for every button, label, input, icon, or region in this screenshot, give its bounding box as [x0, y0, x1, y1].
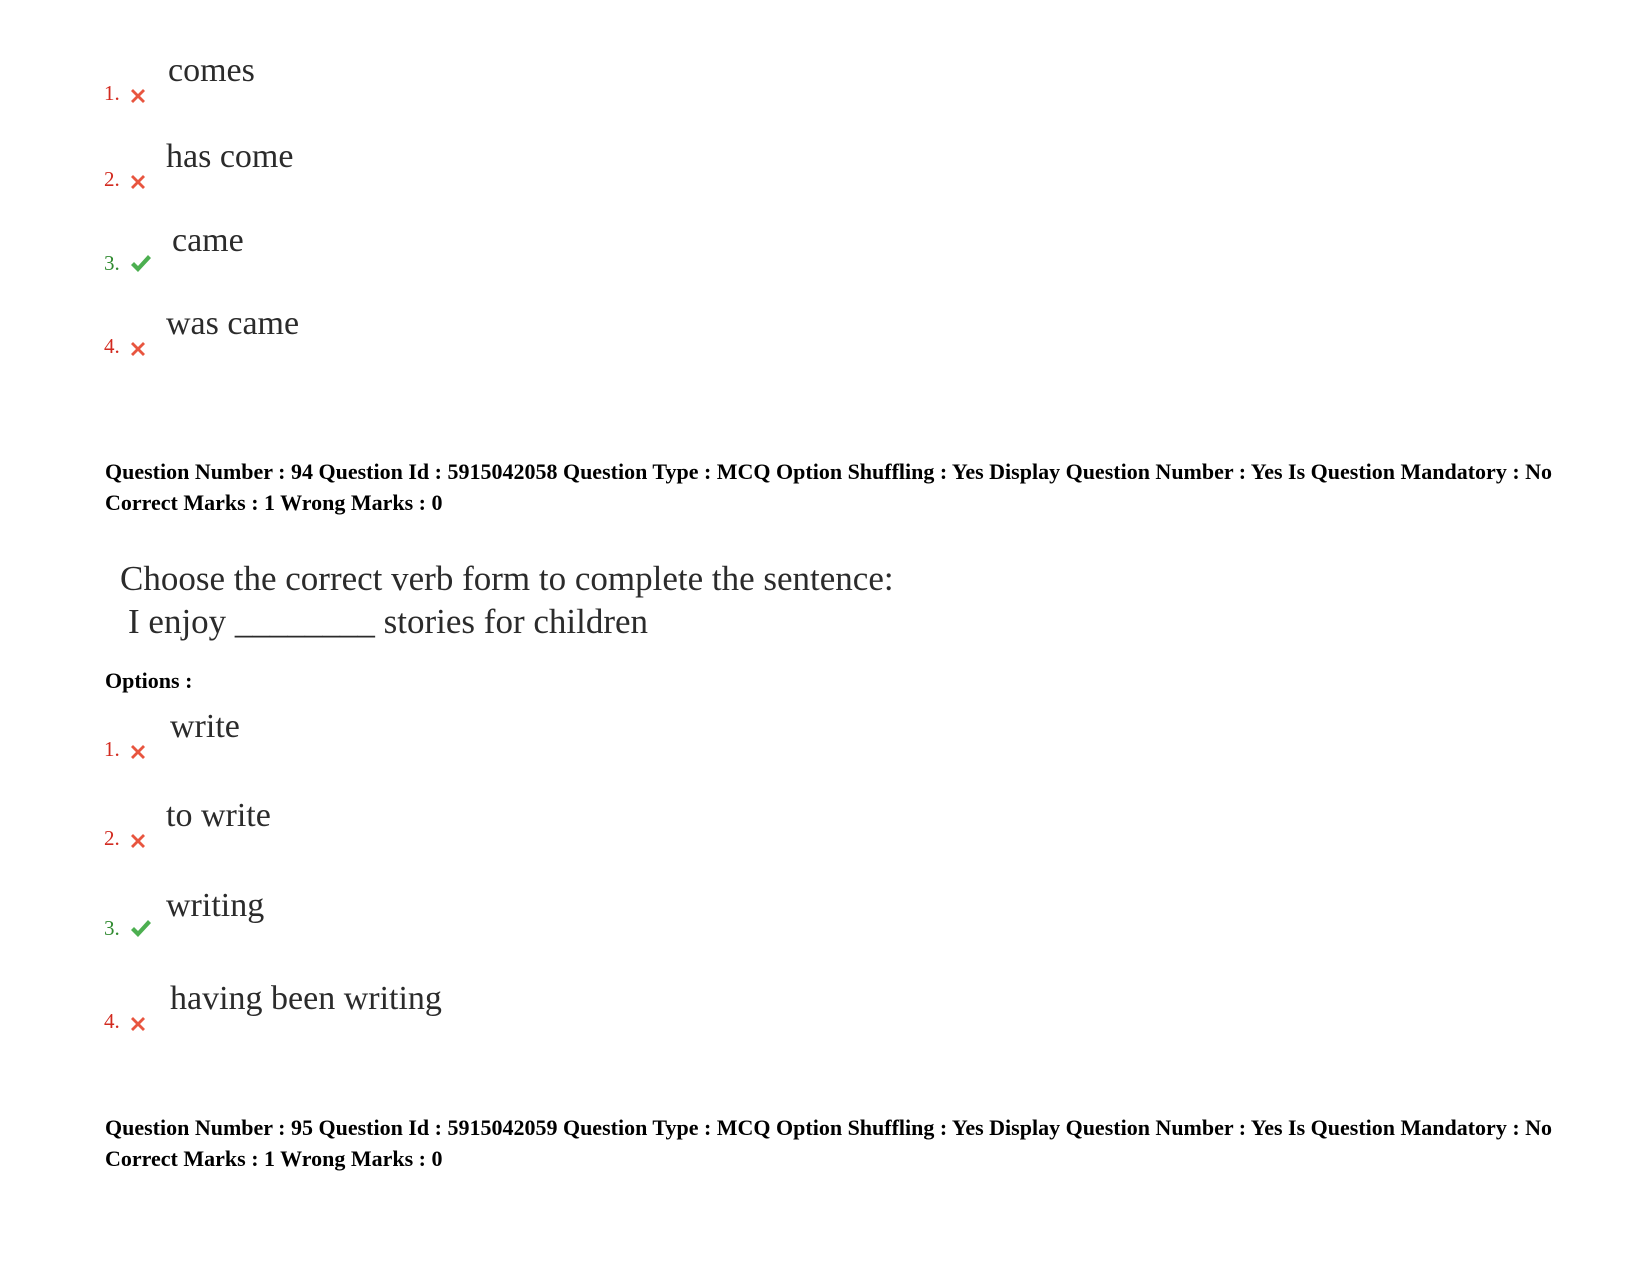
option-1 [104, 708, 804, 768]
option-number: 4. [104, 1009, 120, 1033]
option-3 [104, 222, 804, 282]
cross-icon [130, 174, 146, 190]
option-4 [104, 305, 804, 365]
question-meta-text: Question Number : 95 Question Id : 5915042059 Question Type : MCQ Option Shuffling : Yes Display Question Number : Yes Is Question Mandatory : No [105, 1115, 1553, 1140]
option-text: comes [168, 52, 255, 89]
option-2 [104, 138, 804, 198]
option-number: 2. [104, 826, 120, 850]
option-3 [104, 887, 804, 947]
cross-icon [130, 341, 146, 357]
option-text: came [172, 222, 244, 259]
option-text: writing [166, 887, 265, 924]
option-text: was came [166, 305, 300, 342]
option-number: 3. [104, 916, 120, 940]
option-text: write [170, 708, 240, 745]
option-text: having been writing [170, 980, 442, 1017]
option-2 [104, 797, 804, 857]
question-meta [105, 458, 1565, 516]
question-meta-text: Question Number : 94 Question Id : 5915042058 Question Type : MCQ Option Shuffling : Yes Display Question Number : Yes Is Question Mandatory : No [105, 459, 1553, 484]
question-stem [120, 557, 894, 643]
option-number: 3. [104, 251, 120, 275]
option-number: 1. [104, 737, 120, 761]
option-number: 1. [104, 81, 120, 105]
question-marks: Correct Marks : 1 Wrong Marks : 0 [105, 1146, 443, 1171]
cross-icon [130, 744, 146, 760]
cross-icon [130, 833, 146, 849]
option-number: 4. [104, 334, 120, 358]
option-1 [104, 52, 804, 112]
options-label: Options : [105, 668, 193, 693]
option-text: has come [166, 138, 294, 175]
check-icon [130, 919, 152, 939]
cross-icon [130, 1016, 146, 1032]
option-number: 2. [104, 167, 120, 191]
question-marks: Correct Marks : 1 Wrong Marks : 0 [105, 490, 443, 515]
option-4 [104, 980, 804, 1040]
question-stem-line1: Choose the correct verb form to complete the sentence: [120, 559, 894, 598]
check-icon [130, 254, 152, 274]
question-stem-line2: I enjoy ________ stories for children [128, 602, 649, 641]
option-text: to write [166, 797, 271, 834]
question-meta [105, 1114, 1565, 1172]
cross-icon [130, 88, 146, 104]
